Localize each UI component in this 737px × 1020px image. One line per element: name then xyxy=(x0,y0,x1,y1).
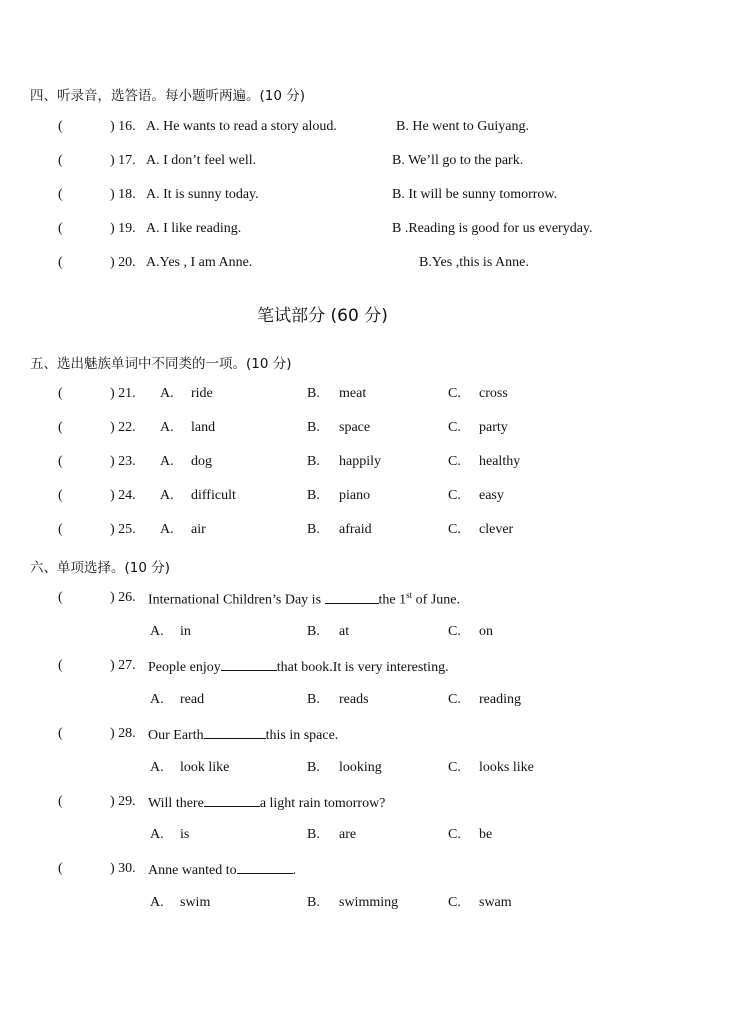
option-a: look like xyxy=(180,760,230,775)
question-number: ) 21. xyxy=(110,386,136,401)
option-a: swim xyxy=(180,895,211,910)
option-c-letter: C. xyxy=(448,386,461,401)
stem-part-1: Our Earth xyxy=(148,728,204,743)
question-27 xyxy=(0,658,737,678)
option-c-letter: C. xyxy=(448,760,461,775)
option-c: be xyxy=(479,827,493,842)
question-stem xyxy=(148,794,385,812)
question-number: ) 30. xyxy=(110,861,136,876)
option-a-letter: A. xyxy=(160,420,174,435)
option-b: B. We’ll go to the park. xyxy=(392,153,524,168)
option-b-letter: B. xyxy=(307,895,320,910)
stem-part-3: of June. xyxy=(412,592,460,608)
answer-paren: ( xyxy=(58,420,63,435)
option-c-letter: C. xyxy=(448,692,461,707)
option-a: difficult xyxy=(191,488,236,503)
question-23 xyxy=(0,454,737,474)
question-16 xyxy=(0,119,737,139)
answer-paren: ( xyxy=(58,726,63,741)
option-b: afraid xyxy=(339,522,372,537)
answer-paren: ( xyxy=(58,386,63,401)
option-b-letter: B. xyxy=(307,827,320,842)
stem-part-2: this in space. xyxy=(265,728,339,743)
question-number: ) 22. xyxy=(110,420,136,435)
written-part-title: 笔试部分 (60 分) xyxy=(257,306,388,326)
question-number: ) 16. xyxy=(110,119,136,134)
question-24 xyxy=(0,488,737,508)
answer-blank xyxy=(204,794,260,807)
question-26 xyxy=(0,590,737,610)
question-20 xyxy=(0,255,737,275)
question-17 xyxy=(0,153,737,173)
option-b-letter: B. xyxy=(307,386,320,401)
option-b: are xyxy=(339,827,357,842)
option-c-letter: C. xyxy=(448,454,461,469)
option-c-letter: C. xyxy=(448,420,461,435)
question-number: ) 28. xyxy=(110,726,136,741)
option-a-letter: A. xyxy=(160,522,174,537)
option-c: cross xyxy=(479,386,508,401)
option-a: dog xyxy=(191,454,212,469)
question-number: ) 18. xyxy=(110,187,136,202)
question-27-options xyxy=(0,692,737,712)
ordinal-suffix: st xyxy=(406,590,413,600)
option-c-letter: C. xyxy=(448,488,461,503)
answer-paren: ( xyxy=(58,861,63,876)
answer-paren: ( xyxy=(58,255,63,270)
option-b-letter: B. xyxy=(307,624,320,639)
answer-paren: ( xyxy=(58,119,63,134)
question-number: ) 24. xyxy=(110,488,136,503)
answer-paren: ( xyxy=(58,658,63,673)
option-b-letter: B. xyxy=(307,692,320,707)
answer-blank xyxy=(237,861,293,874)
stem-part-2: the 1 xyxy=(378,592,407,608)
option-b-letter: B. xyxy=(307,522,320,537)
option-a-letter: A. xyxy=(150,827,164,842)
question-number: ) 17. xyxy=(110,153,136,168)
answer-blank xyxy=(221,658,277,671)
option-c: healthy xyxy=(479,454,521,469)
section-4-heading: 四、听录音，选答语。每小题听两遍。(10 分) xyxy=(30,88,306,104)
option-c: swam xyxy=(479,895,512,910)
option-b: happily xyxy=(339,454,381,469)
question-number: ) 20. xyxy=(110,255,136,270)
option-c: on xyxy=(479,624,493,639)
question-stem xyxy=(148,658,449,676)
option-c: clever xyxy=(479,522,514,537)
question-28-options xyxy=(0,760,737,780)
stem-part-2: a light rain tomorrow? xyxy=(259,796,386,811)
option-a: A. It is sunny today. xyxy=(146,187,259,202)
question-stem xyxy=(148,861,296,879)
question-19 xyxy=(0,221,737,241)
option-a: is xyxy=(180,827,190,842)
option-b-letter: B. xyxy=(307,760,320,775)
option-a: read xyxy=(180,692,205,707)
option-b-letter: B. xyxy=(307,420,320,435)
question-21 xyxy=(0,386,737,406)
answer-paren: ( xyxy=(58,187,63,202)
option-b: B.Yes ,this is Anne. xyxy=(419,255,529,270)
stem-part-2: . xyxy=(292,863,297,878)
question-28 xyxy=(0,726,737,746)
option-b: B. It will be sunny tomorrow. xyxy=(392,187,558,202)
option-a: air xyxy=(191,522,206,537)
answer-blank xyxy=(204,726,266,739)
option-a-letter: A. xyxy=(160,454,174,469)
answer-paren: ( xyxy=(58,590,63,605)
question-30 xyxy=(0,861,737,881)
option-a: A. I like reading. xyxy=(146,221,242,236)
question-number: ) 27. xyxy=(110,658,136,673)
question-number: ) 29. xyxy=(110,794,136,809)
option-a: ride xyxy=(191,386,213,401)
answer-paren: ( xyxy=(58,794,63,809)
section-5-heading: 五、选出魅族单词中不同类的一项。(10 分) xyxy=(30,356,292,372)
option-c: looks like xyxy=(479,760,534,775)
option-a: A.Yes , I am Anne. xyxy=(146,255,253,270)
question-18 xyxy=(0,187,737,207)
option-c-letter: C. xyxy=(448,827,461,842)
option-a-letter: A. xyxy=(150,624,164,639)
option-b: piano xyxy=(339,488,371,503)
question-stem xyxy=(148,590,460,609)
option-b: space xyxy=(339,420,371,435)
answer-blank xyxy=(325,591,379,604)
option-c-letter: C. xyxy=(448,522,461,537)
option-b: at xyxy=(339,624,350,639)
answer-paren: ( xyxy=(58,454,63,469)
stem-part-1: People enjoy xyxy=(148,660,221,675)
option-a-letter: A. xyxy=(160,386,174,401)
option-b-letter: B. xyxy=(307,488,320,503)
question-number: ) 26. xyxy=(110,590,136,605)
option-b: meat xyxy=(339,386,367,401)
option-a-letter: A. xyxy=(150,895,164,910)
option-a-letter: A. xyxy=(160,488,174,503)
answer-paren: ( xyxy=(58,522,63,537)
option-c-letter: C. xyxy=(448,895,461,910)
question-22 xyxy=(0,420,737,440)
section-6-heading: 六、单项选择。(10 分) xyxy=(30,560,171,576)
option-c: easy xyxy=(479,488,504,503)
option-c: reading xyxy=(479,692,521,707)
stem-part-1: Will there xyxy=(148,796,204,811)
answer-paren: ( xyxy=(58,221,63,236)
question-25 xyxy=(0,522,737,542)
option-a: A. He wants to read a story aloud. xyxy=(146,119,337,134)
stem-part-2: that book.It is very interesting. xyxy=(276,660,449,675)
question-number: ) 25. xyxy=(110,522,136,537)
stem-part-1: Anne wanted to xyxy=(148,863,237,878)
stem-part-1: International Children’s Day is xyxy=(148,592,322,608)
option-a: in xyxy=(180,624,191,639)
question-30-options xyxy=(0,895,737,915)
option-b: B .Reading is good for us everyday. xyxy=(392,221,593,236)
option-a-letter: A. xyxy=(150,760,164,775)
question-number: ) 23. xyxy=(110,454,136,469)
option-a: A. I don’t feel well. xyxy=(146,153,257,168)
answer-paren: ( xyxy=(58,153,63,168)
option-b: reads xyxy=(339,692,369,707)
option-a-letter: A. xyxy=(150,692,164,707)
option-b-letter: B. xyxy=(307,454,320,469)
option-b: swimming xyxy=(339,895,399,910)
option-a: land xyxy=(191,420,216,435)
question-29 xyxy=(0,794,737,814)
question-29-options xyxy=(0,827,737,847)
option-b: B. He went to Guiyang. xyxy=(396,119,529,134)
question-26-options xyxy=(0,624,737,644)
question-number: ) 19. xyxy=(110,221,136,236)
option-b: looking xyxy=(339,760,382,775)
option-c-letter: C. xyxy=(448,624,461,639)
option-c: party xyxy=(479,420,508,435)
question-stem xyxy=(148,726,338,744)
answer-paren: ( xyxy=(58,488,63,503)
